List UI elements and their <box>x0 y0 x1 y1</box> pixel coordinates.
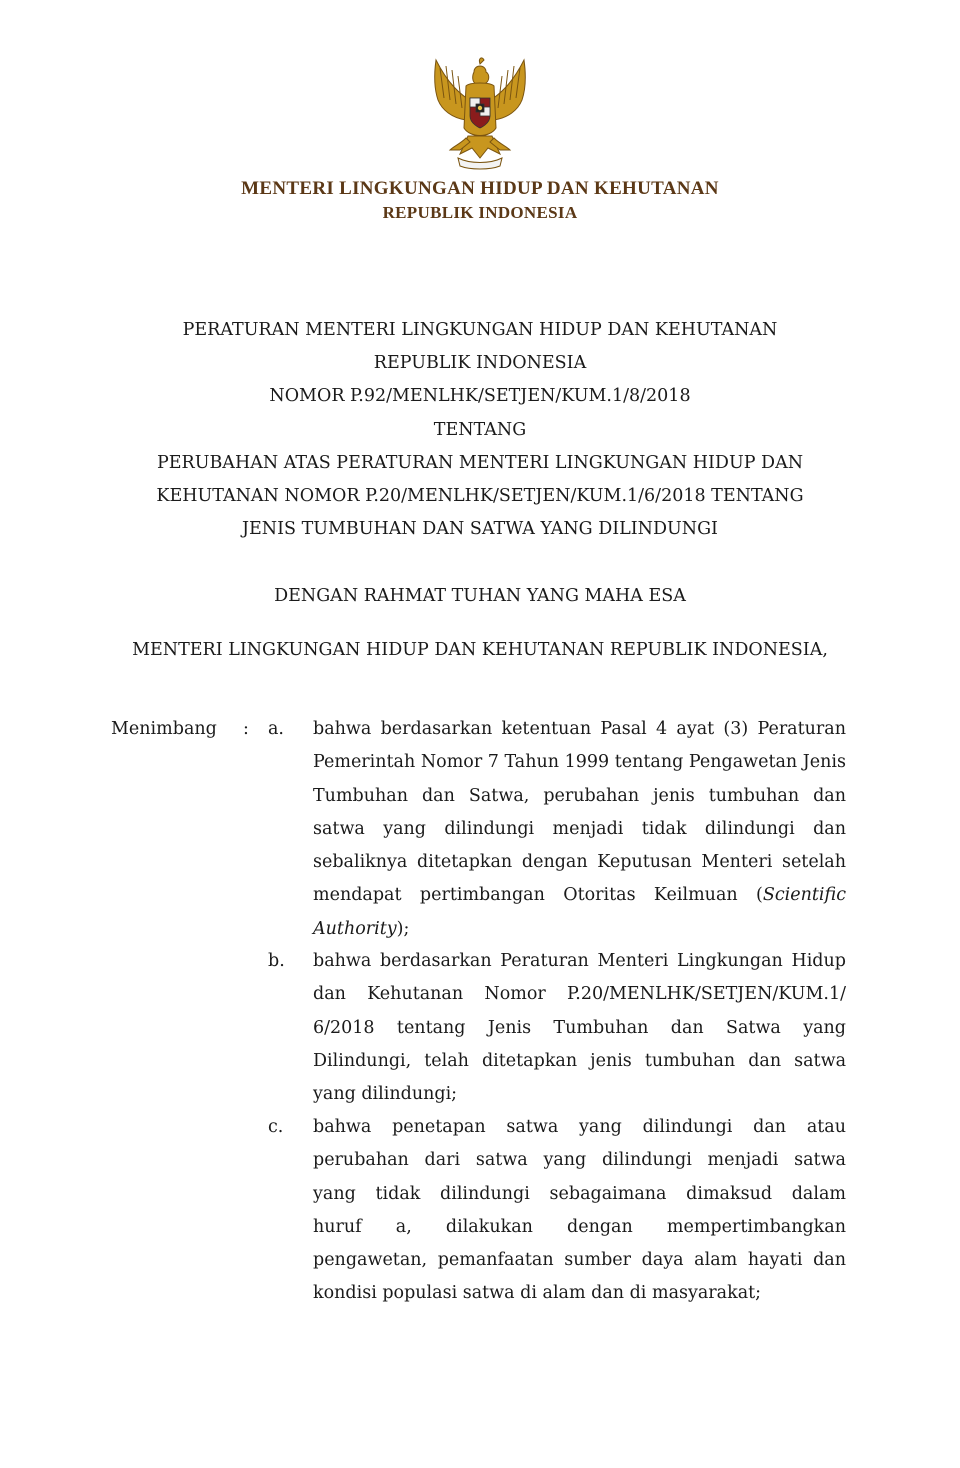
title-line: JENIS TUMBUHAN DAN SATWA YANG DILINDUNGI <box>242 519 718 540</box>
item-line: bahwa berdasarkan Peraturan Menteri Lingkungan Hidup <box>313 951 846 971</box>
title-line: REPUBLIK INDONESIA <box>373 353 587 374</box>
item-line: huruf a, dilakukan dengan mempertimbangkan <box>313 1216 846 1237</box>
institution-header <box>0 176 960 224</box>
item-letter-b: b. <box>268 951 285 971</box>
italic-term: Scientific <box>762 885 846 906</box>
minister-line: MENTERI LINGKUNGAN HIDUP DAN KEHUTANAN REPUBLIK INDONESIA, <box>132 640 828 660</box>
considering-label: Menimbang <box>111 719 217 739</box>
item-line: dan Kehutanan Nomor P.20/MENLHK/SETJEN/KUM.1/ <box>313 984 846 1005</box>
item-line: bahwa berdasarkan ketentuan Pasal 4 ayat (3) Peraturan <box>313 719 846 739</box>
item-line <box>313 879 846 912</box>
item-letter-c: c. <box>268 1117 284 1137</box>
item-line: satwa yang dilindungi menjadi tidak dilindungi dan <box>313 818 846 839</box>
item-line: pengawetan, pemanfaatan sumber daya alam hayati dan <box>313 1250 846 1271</box>
considering-item-b <box>313 945 846 1111</box>
grace-formula: DENGAN RAHMAT TUHAN YANG MAHA ESA <box>274 586 686 606</box>
considering-colon: : <box>243 719 249 739</box>
regulation-title <box>0 314 960 546</box>
item-line-part: ); <box>396 918 410 939</box>
title-line: PERUBAHAN ATAS PERATURAN MENTERI LINGKUNGAN HIDUP DAN <box>156 452 804 473</box>
item-line: bahwa penetapan satwa yang dilindungi dan atau <box>313 1117 846 1137</box>
institution-line-2: REPUBLIK INDONESIA <box>382 203 578 222</box>
item-line <box>313 913 846 946</box>
title-line: PERATURAN MENTERI LINGKUNGAN HIDUP DAN KEHUTANAN <box>182 320 778 340</box>
item-letter-a: a. <box>268 719 284 739</box>
title-line: NOMOR P.92/MENLHK/SETJEN/KUM.1/8/2018 <box>269 386 691 407</box>
item-line-part: mendapat pertimbangan Otoritas Keilmuan ( <box>313 885 763 906</box>
garuda-pancasila-emblem-icon <box>420 54 540 172</box>
italic-term: Authority <box>313 918 397 939</box>
institution-line-1: MENTERI LINGKUNGAN HIDUP DAN KEHUTANAN <box>241 178 719 199</box>
title-line: TENTANG <box>433 419 527 440</box>
item-line: sebaliknya ditetapkan dengan Keputusan Menteri setelah <box>313 852 846 873</box>
item-line: Tumbuhan dan Satwa, perubahan jenis tumbuhan dan <box>313 785 846 806</box>
item-line: perubahan dari satwa yang dilindungi menjadi satwa <box>313 1150 846 1171</box>
item-line: 6/2018 tentang Jenis Tumbuhan dan Satwa yang <box>313 1017 846 1038</box>
item-line: Dilindungi, telah ditetapkan jenis tumbuhan dan satwa <box>313 1050 846 1071</box>
item-line: Pemerintah Nomor 7 Tahun 1999 tentang Pengawetan Jenis <box>313 752 846 773</box>
considering-item-c <box>313 1111 846 1311</box>
considering-item-a <box>313 713 846 946</box>
item-line: kondisi populasi satwa di alam dan di masyarakat; <box>313 1283 762 1304</box>
item-line: yang dilindungi; <box>313 1084 458 1105</box>
item-line: yang tidak dilindungi sebagaimana dimaksud dalam <box>313 1183 846 1204</box>
title-line: KEHUTANAN NOMOR P.20/MENLHK/SETJEN/KUM.1/6/2018 TENTANG <box>156 486 804 507</box>
